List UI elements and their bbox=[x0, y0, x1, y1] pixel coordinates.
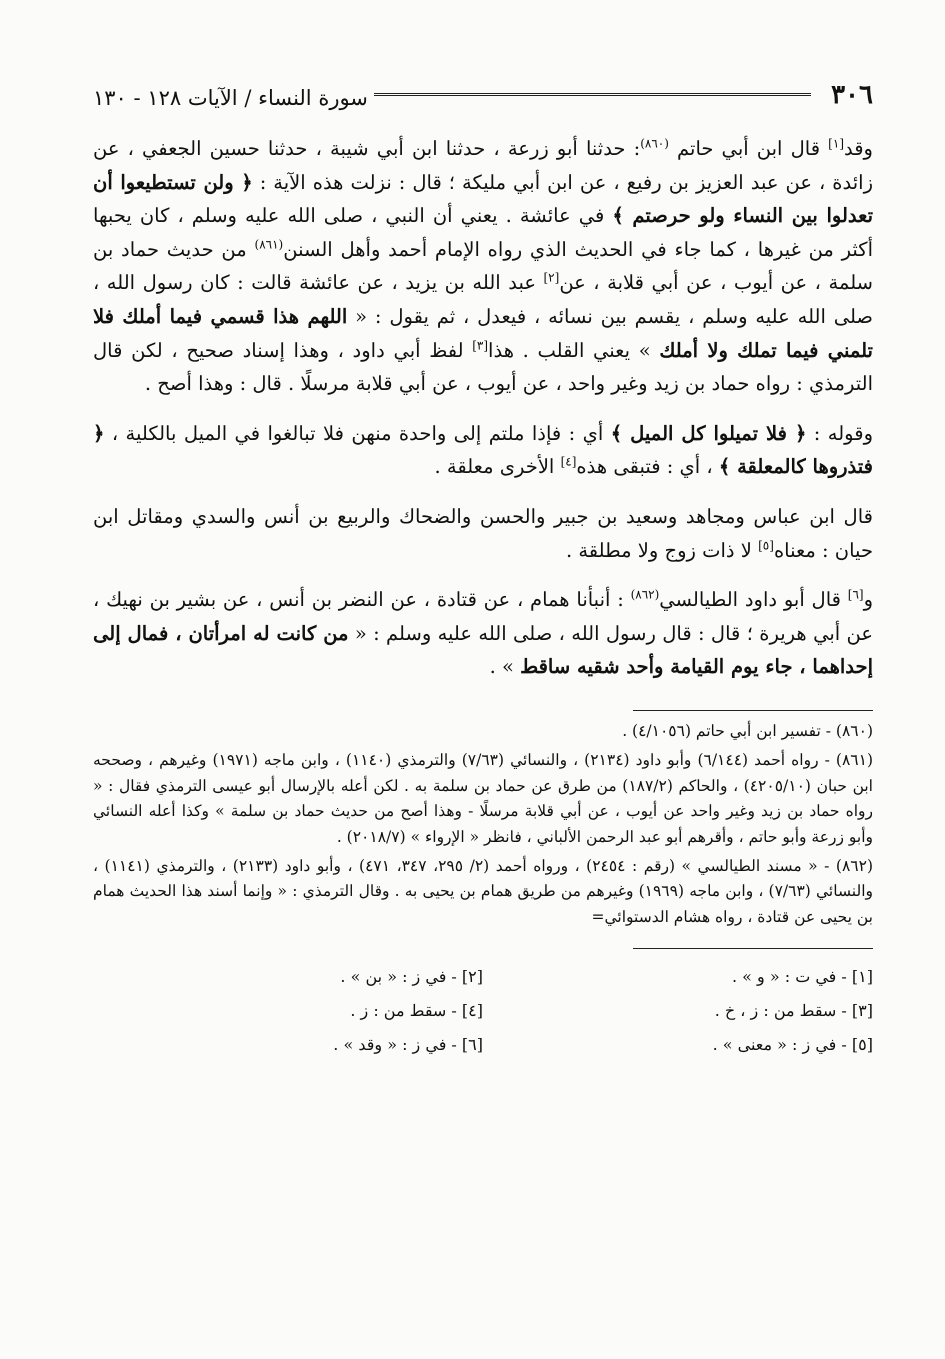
editorial-notes bbox=[93, 963, 873, 1059]
text: قال أبو داود الطيالسي bbox=[659, 588, 848, 612]
hadith-quote: من كانت له امرأتان ، فمال إلى إحداهما ، جاء يوم القيامة وأحد شقيه ساقط bbox=[93, 621, 873, 679]
editorial-note: [١] - في ت : « و » . bbox=[731, 967, 873, 987]
editorial-note: [٣] - سقط من : ز ، خ . bbox=[714, 1001, 873, 1021]
text: أي : فإذا ملتم إلى واحدة منهن فلا تبالغوا في الميل بالكلية ، bbox=[104, 421, 611, 445]
quran-quote: ﴿ ولن تستطيعوا أن تعدلوا بين النساء ولو حرصتم ﴾ bbox=[93, 170, 873, 228]
editorial-note: [٢] - في ز : « بن » . bbox=[340, 967, 483, 987]
page bbox=[93, 62, 873, 1059]
editorial-note: [٦] - في ز : « وقد » . bbox=[333, 1035, 483, 1055]
text: : حدثنا أبو زرعة ، حدثنا ابن أبي شيبة ، حدثنا حسين الجعفي ، عن زائدة ، عن عبد العزيز بن رفيع ، عن ابن أبي مليكة ؛ قال : نزلت هذه الآية : bbox=[93, 137, 873, 194]
footnotes bbox=[93, 719, 873, 930]
paragraph-1 bbox=[93, 132, 873, 401]
footnote-ref: (٨٦٠) bbox=[640, 136, 669, 151]
text: قال ابن عباس ومجاهد وسعيد بن جبير والحسن والضحاك والربيع بن أنس والسدي ومقاتل ابن حيان : معناه bbox=[93, 504, 873, 562]
footnote: (٨٦١) - رواه أحمد (٦/١٤٤) وأبو داود (٢١٣٤) ، والنسائي (٧/٦٣) والترمذي (١١٤٠) ، وابن ماجه (١٩٧١) وغيرهم ، وصححه ابن حبان (٤٢٠٥/١٠) ، والحاكم (١٨٧/٢) من طرق عن حماد بن سلمة به . لكن أعله بالإرسال أبو عيسى الترمذي فقال : « رواه حماد بن زيد وغير واحد عن أيوب ، عن أبي قلابة مرسلًا - وهذا أصح من حديث حماد بن سلمة » وكذا أعله النسائي وأبو زرعة وأبو حاتم ، وأقرهم أبو عبد الرحمن الألباني ، فانظر « الإرواء » (٢٠١٨/٧) . bbox=[93, 751, 874, 846]
editorial-note: [٤] - سقط من : ز . bbox=[350, 1001, 483, 1021]
text: عبد الله بن يزيد ، عن عائشة قالت : كان رسول الله ، صلى الله عليه وسلم ، يقسم بين نسائه ، فيعدل ، ثم يقول : « bbox=[93, 271, 873, 328]
footnote: (٨٦٠) - تفسير ابن أبي حاتم (٤/١٠٥٦) . bbox=[622, 721, 873, 740]
editorial-ref: [٣] bbox=[472, 338, 489, 353]
text: وقوله : bbox=[806, 421, 873, 445]
text: : أنبأنا همام ، عن قتادة ، عن النضر بن أنس ، عن بشير بن نهيك ، عن أبي هريرة ؛ قال : قال رسول الله ، صلى الله عليه وسلم : « bbox=[93, 588, 873, 645]
text: و bbox=[863, 588, 873, 612]
editorial-ref: [١] bbox=[828, 136, 844, 151]
running-title: سورة النساء / الآيات ١٢٨ - ١٣٠ bbox=[93, 86, 368, 110]
paragraph-2 bbox=[93, 417, 873, 484]
editorial-note: [٥] - في ز : « معنى » . bbox=[712, 1035, 873, 1055]
text: وقد bbox=[844, 137, 873, 160]
quran-quote: ﴿ فلا تميلوا كل الميل ﴾ bbox=[610, 421, 807, 445]
text: » . bbox=[489, 655, 521, 679]
quran-quote: ﴿ فتذروها كالمعلقة ﴾ bbox=[93, 421, 873, 479]
text: ، أي : فتبقى هذه bbox=[576, 455, 719, 479]
main-text bbox=[93, 132, 873, 684]
text: في عائشة . يعني أن النبي ، صلى الله عليه وسلم ، كان يحبها أكثر من غيرها ، كما جاء في الحديث الذي رواه الإمام أحمد وأهل السنن bbox=[93, 204, 874, 261]
footnote: (٨٦٢) - « مسند الطيالسي » (رقم : ٢٤٥٤) ، ورواه أحمد (٢/ ٢٩٥، ٣٤٧، ٤٧١) ، وأبو داود (٢١٣٣) ، والترمذي (١١٤١) ، والنسائي (٧/٦٣) ، وابن ماجه (١٩٦٩) وغيرهم من طريق همام بن يحيى به . وقال الترمذي : « وإنما أسند هذا الحديث همام بن يحيى عن قتادة ، رواه هشام الدستوائي= bbox=[93, 856, 873, 926]
page-number: ٣٠٦ bbox=[831, 80, 873, 110]
editorial-ref: [٢] bbox=[543, 270, 560, 285]
header-rule bbox=[374, 93, 811, 96]
hadith-quote: اللهم هذا قسمي فيما أملك فلا تلمني فيما تملك ولا أملك bbox=[93, 304, 873, 362]
paragraph-3 bbox=[93, 500, 873, 567]
footnote-ref: (٨٦٢) bbox=[630, 587, 660, 602]
text: الأخرى معلقة . bbox=[434, 455, 561, 479]
footnote-ref: (٨٦١) bbox=[254, 237, 284, 252]
footnote-divider bbox=[633, 710, 873, 711]
editorial-notes-divider bbox=[633, 948, 873, 949]
paragraph-4 bbox=[93, 583, 873, 684]
editorial-ref: [٦] bbox=[847, 587, 864, 602]
page-header bbox=[93, 62, 873, 110]
editorial-ref: [٤] bbox=[560, 454, 577, 469]
text: » يعني القلب . هذا bbox=[488, 338, 660, 362]
editorial-ref: [٥] bbox=[758, 538, 774, 553]
text: لا ذات زوج ولا مطلقة . bbox=[565, 538, 759, 562]
text: قال ابن أبي حاتم bbox=[668, 137, 829, 160]
text: من حديث حماد بن سلمة ، عن أيوب ، عن أبي قلابة ، عن bbox=[93, 237, 873, 295]
text: لفظ أبي داود ، وهذا إسناد صحيح ، لكن قال الترمذي : رواه حماد بن زيد وغير واحد ، عن أيوب ، عن أبي قلابة مرسلًا . قال : وهذا أصح . bbox=[93, 338, 873, 396]
